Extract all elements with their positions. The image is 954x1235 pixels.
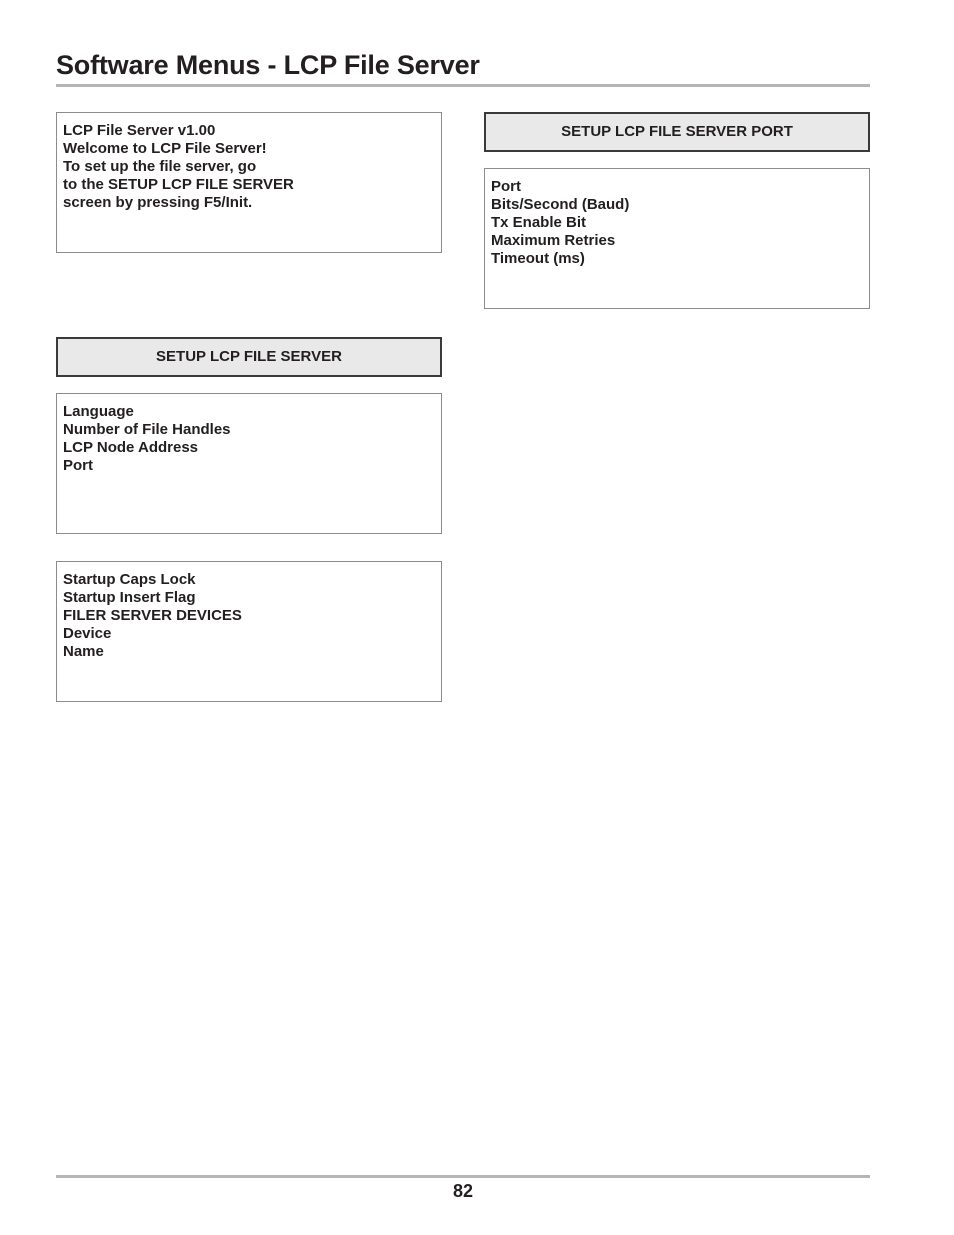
menu-item-device: Device (63, 625, 112, 642)
setup-port-menu (484, 168, 870, 309)
menu-item-baud: Bits/Second (Baud) (491, 196, 630, 213)
welcome-line: Welcome to LCP File Server! (63, 140, 267, 157)
setup-server-menu (56, 393, 442, 534)
menu-item-language: Language (63, 403, 134, 420)
title-divider (56, 84, 870, 87)
welcome-line: To set up the file server, go (63, 158, 257, 175)
welcome-line: LCP File Server v1.00 (63, 122, 216, 139)
menu-item-name: Name (63, 643, 104, 660)
menu-item-port: Port (491, 178, 521, 195)
menu-item-file-handles: Number of File Handles (63, 421, 231, 438)
page-title: Software Menus - LCP File Server (56, 50, 480, 80)
page-number: 82 (452, 1181, 474, 1201)
welcome-screen-box (56, 112, 442, 253)
menu-item-tx-enable-bit: Tx Enable Bit (491, 214, 587, 231)
menu-item-port: Port (63, 457, 93, 474)
menu-item-maximum-retries: Maximum Retries (491, 232, 616, 249)
menu-item-node-address: LCP Node Address (63, 439, 199, 456)
menu-item-server-devices: FILER SERVER DEVICES (63, 607, 242, 624)
welcome-line: to the SETUP LCP FILE SERVER (63, 176, 294, 193)
footer-divider (56, 1175, 870, 1178)
menu-item-timeout: Timeout (ms) (491, 250, 585, 267)
setup-server-header: SETUP LCP FILE SERVER (56, 337, 442, 377)
setup-server-menu-continued (56, 561, 442, 702)
menu-item-insert-flag: Startup Insert Flag (63, 589, 196, 606)
menu-item-caps-lock: Startup Caps Lock (63, 571, 196, 588)
welcome-line: screen by pressing F5/Init. (63, 194, 253, 211)
setup-port-header: SETUP LCP FILE SERVER PORT (484, 112, 870, 152)
